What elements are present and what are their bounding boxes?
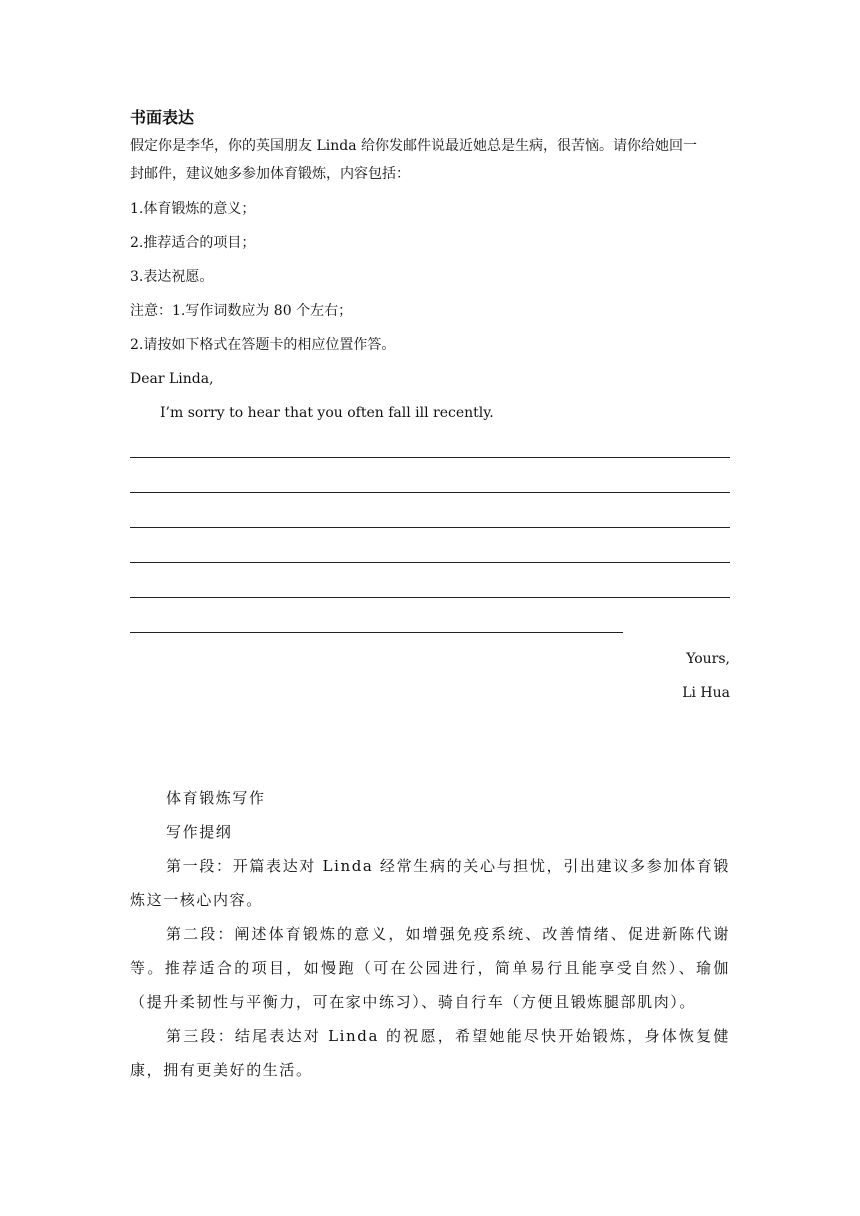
outline-paragraph-2: 第二段：阐述体育锻炼的意义，如增强免疫系统、改善情绪、促进新陈代谢等。推荐适合的项目，如慢跑（可在公园进行，简单易行且能享受自然）、瑜伽（提升柔韧性与平衡力，可在家中练习）、骑自行车（方便且锻炼腿部肌肉）。 — [130, 925, 730, 1011]
outline-heading: 体育锻炼写作 — [166, 789, 266, 807]
answer-line — [130, 570, 730, 605]
writing-outline — [130, 781, 730, 1087]
answer-line — [130, 465, 730, 500]
letter-greeting: Dear Linda, — [130, 371, 214, 387]
answer-line — [130, 500, 730, 535]
outline-paragraph-3: 第三段：结尾表达对 Linda 的祝愿，希望她能尽快开始锻炼，身体恢复健康，拥有更美好的生活。 — [130, 1027, 730, 1079]
letter-closing: Yours, — [686, 651, 730, 667]
letter-opening: I’m sorry to hear that you often fall ill recently. — [160, 405, 494, 421]
intro-line-2: 封邮件，建议她多参加体育锻炼，内容包括： — [130, 166, 410, 182]
intro-line-1: 假定你是李华，你的英国朋友 Linda 给你发邮件说最近她总是生病，很苦恼。请你给她回一 — [130, 138, 697, 154]
point-3: 3.表达祝愿。 — [130, 269, 214, 285]
letter-signature: Li Hua — [682, 685, 730, 701]
note-1: 注意：1.写作词数应为 80 个左右； — [130, 303, 353, 319]
writing-prompt — [130, 108, 730, 710]
outline-subheading: 写作提纲 — [166, 823, 233, 841]
point-1: 1.体育锻炼的意义； — [130, 201, 256, 217]
answer-line — [130, 535, 730, 570]
point-2: 2.推荐适合的项目； — [130, 235, 256, 251]
answer-line — [130, 605, 730, 640]
outline-paragraph-1: 第一段：开篇表达对 Linda 经常生病的关心与担忧，引出建议多参加体育锻炼这一核心内容。 — [130, 857, 730, 909]
section-title: 书面表达 — [130, 108, 195, 127]
note-2: 2.请按如下格式在答题卡的相应位置作答。 — [130, 337, 396, 353]
answer-line — [130, 430, 730, 465]
